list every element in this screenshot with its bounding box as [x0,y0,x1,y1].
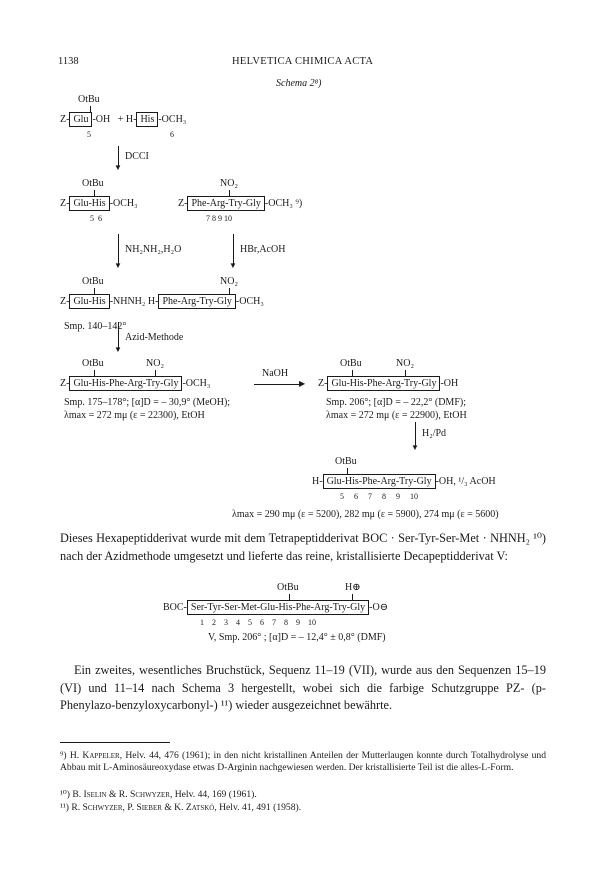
page-number: 1138 [58,56,79,67]
reagent-hbr: HBr,AcOH [240,244,286,255]
decapeptide-box: Ser-Tyr-Ser-Met-Glu-His-Phe-Arg-Try-Gly [187,600,369,615]
footnote-11: ¹¹) R. Schwyzer, P. Sieber & K. Zatskó, Helv. 41, 491 (1958). [60,802,302,813]
r2-right-formula: Z- Phe-Arg-Try-Gly -OCH₃ ⁹) [178,198,303,209]
arrow-naoh [254,384,302,385]
r3-otbu: OtBu [82,276,104,287]
r2-nums-right: 7 8 9 10 [206,214,232,223]
r4-left-formula: Z- Glu-His-Phe-Arg-Try-Gly -OCH₃ [60,378,211,389]
reagent-naoh: NaOH [262,368,289,379]
reagent-dcci: DCCI [125,151,149,162]
deca-otbu: OtBu [277,582,299,593]
running-header: HELVETICA CHIMICA ACTA [232,56,374,67]
his-box: His [136,112,158,127]
paragraph-1: Dieses Hexapeptidderivat wurde mit dem Tetrapeptidderivat BOC · Ser-Tyr-Ser-Met · NHNH₂ ¹⁰) nach der Azidmethode umgesetzt und lieferte das reine, kristallisierte Decapeptidderivat V: [60,531,546,563]
deca-hplus: H⊕ [345,582,361,593]
glu-box: Glu [69,112,92,127]
r4-left-lmax: λmax = 272 mμ (ε = 22300), EtOH [64,410,205,421]
r2-nums-left: 5 6 [90,214,102,223]
paragraph-2: Ein zweites, wesentliches Bruchstück, Sequenz 11–19 (VII), wurde aus den Sequenzen 15–19 (VI) und 11–14 nach Schema 3 hergestellt, wobei sich die farbige Schutzgruppe PZ- (p-Phenylazo-benzyloxycarbonyl-) ¹¹) wieder ausgezeichnet bewährte. [60,663,546,712]
glu-his-box: Glu-His [69,196,109,211]
r4-left-mp: Smp. 175–178°; [α]D = – 30,9° (MeOH); [64,397,231,408]
footnote-9: ⁹) H. Kappeler, Helv. 44, 476 (1961); in den nicht kristallinen Anteilen der Mutterlaugen konnte durch Totalhydrolyse und Abbau mit L-Aminosäureoxydase etwas D-Arginin nachgewiesen werden. Der kristallisierte Teil ist die alles-L-Form. [60,750,546,774]
r1-otbu: OtBu [78,94,100,105]
r4-left-otbu: OtBu [82,358,104,369]
reagent-hydrazine: NH₂NH₂,H₂O [125,244,182,255]
r5-formula: H- Glu-His-Phe-Arg-Try-Gly -OH, ¹/₃ AcOH [312,476,496,487]
reagent-azid: Azid-Methode [125,332,184,343]
r3-formula: Z- Glu-His -NHNH₂ H- Phe-Arg-Try-Gly -OCH₃ [60,296,264,307]
r2-otbu: OtBu [82,178,104,189]
schema-title: Schema 2⁸) [276,78,322,89]
r4-left-no2: NO₂ [146,358,164,369]
r2-left-formula: Z- Glu-His -OCH₃ [60,198,138,209]
phe-arg-try-gly-box: Phe-Arg-Try-Gly [187,196,264,211]
r5-nums: 5 6 7 8 9 10 [340,492,418,501]
r5-otbu: OtBu [335,456,357,467]
r2-no2: NO₂ [220,178,238,189]
reagent-h2pd: H₂/Pd [422,428,447,439]
deca-formula: BOC- Ser-Tyr-Ser-Met-Glu-His-Phe-Arg-Try-Gly -O⊖ [163,602,389,613]
r3-mp: Smp. 140–142° [64,321,127,332]
deca-nums: 1 2 3 4 5 6 7 8 9 10 [200,618,316,627]
r4-right-formula: Z- Glu-His-Phe-Arg-Try-Gly -OH [318,378,459,389]
r1-formula: Z- Glu -OH + H- His -OCH₃ [60,114,187,125]
r5-lmax: λmax = 290 mμ (ε = 5200), 282 mμ (ε = 5900), 274 mμ (ε = 5600) [232,509,499,520]
r1-n6: 6 [170,130,174,139]
r4-right-lmax: λmax = 272 mμ (ε = 22900), EtOH [326,410,467,421]
r4-right-no2: NO₂ [396,358,414,369]
r3-no2: NO₂ [220,276,238,287]
r1-n5: 5 [87,130,91,139]
deca-caption: V, Smp. 206° ; [α]D = – 12,4° ± 0,8° (DMF) [208,632,386,643]
r4-right-mp: Smp. 206°; [α]D = – 22,2° (DMF); [326,397,466,408]
footnote-rule [60,742,170,743]
footnote-10: ¹⁰) B. Iselin & R. Schwyzer, Helv. 44, 169 (1961). [60,789,257,800]
r4-right-otbu: OtBu [340,358,362,369]
